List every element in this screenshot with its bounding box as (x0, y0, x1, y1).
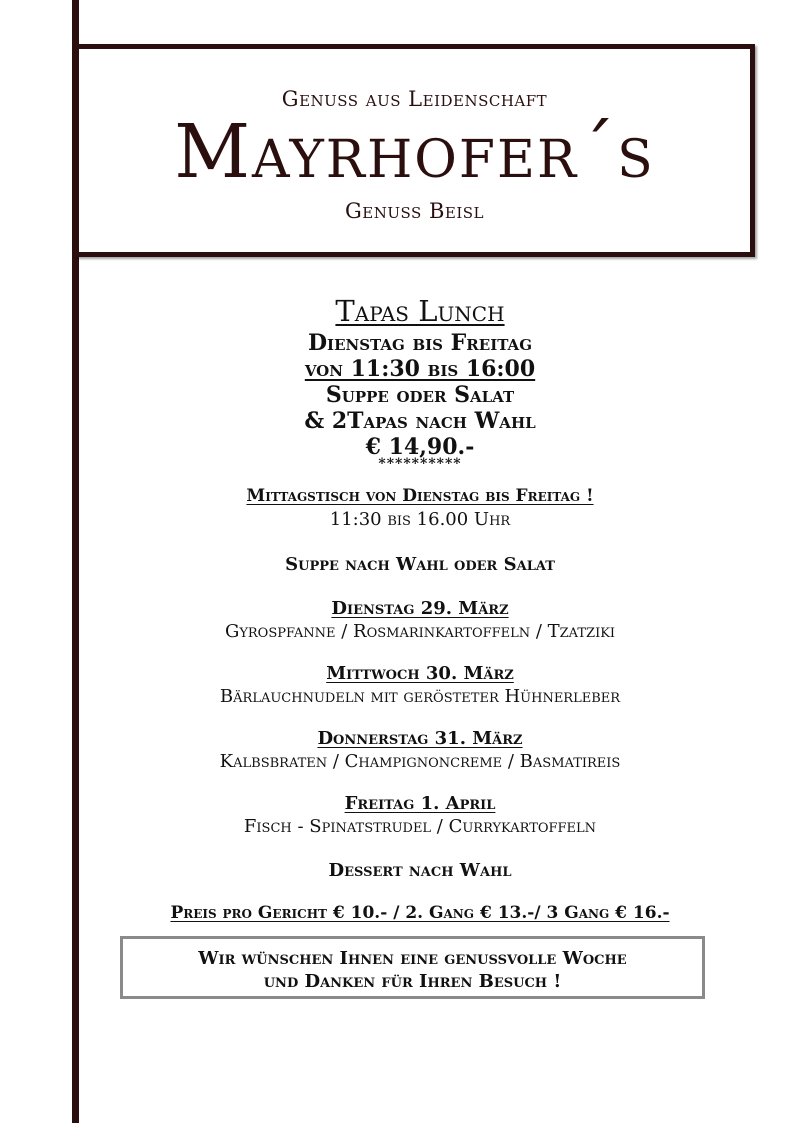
day-heading: Freitag 1. April (344, 793, 496, 814)
price-list: Preis pro Gericht € 10.- / 2. Gang € 13.-/ 3 Gang € 16.- (170, 903, 670, 923)
tagline: Genuss aus Leidenschaft (281, 87, 548, 111)
day-dish: Bärlauchnudeln mit gerösteter Hühnerleber (219, 686, 621, 707)
tapas-title: Tapas Lunch (335, 294, 505, 328)
brand-name: Mayrhofer´s (174, 109, 655, 195)
mittag-starter: Suppe nach Wahl oder Salat (285, 554, 555, 575)
tapas-price: € 14,90.- (365, 434, 475, 460)
mittag-title: Mittagstisch von Dienstag bis Freitag ! (246, 486, 594, 506)
subbrand: Genuss Beisl (345, 199, 484, 223)
separator-stars: ********** (378, 456, 462, 472)
footer-box (120, 936, 705, 999)
day-dish: Gyrospfanne / Rosmarinkartoffeln / Tzatziki (224, 621, 616, 642)
footer-line2: und Danken für Ihren Besuch ! (263, 971, 562, 992)
day-dish: Fisch - Spinatstrudel / Currykartoffeln (243, 816, 597, 837)
day-dish: Kalbsbraten / Champignoncreme / Basmatireis (219, 751, 621, 772)
day-heading: Donnerstag 31. März (317, 728, 523, 749)
mittag-hours: 11:30 bis 16.00 Uhr (329, 509, 511, 530)
footer-line1: Wir wünschen Ihnen eine genussvolle Woche (198, 948, 627, 969)
header-box (74, 44, 755, 257)
tapas-line1: Suppe oder Salat (325, 382, 515, 408)
tapas-days: Dienstag bis Freitag (307, 330, 533, 356)
tapas-time: von 11:30 bis 16:00 (304, 356, 536, 382)
day-heading: Dienstag 29. März (331, 598, 509, 619)
dessert: Dessert nach Wahl (328, 860, 512, 881)
tapas-line2: & 2Tapas nach Wahl (304, 408, 536, 434)
day-heading: Mittwoch 30. März (326, 663, 514, 684)
